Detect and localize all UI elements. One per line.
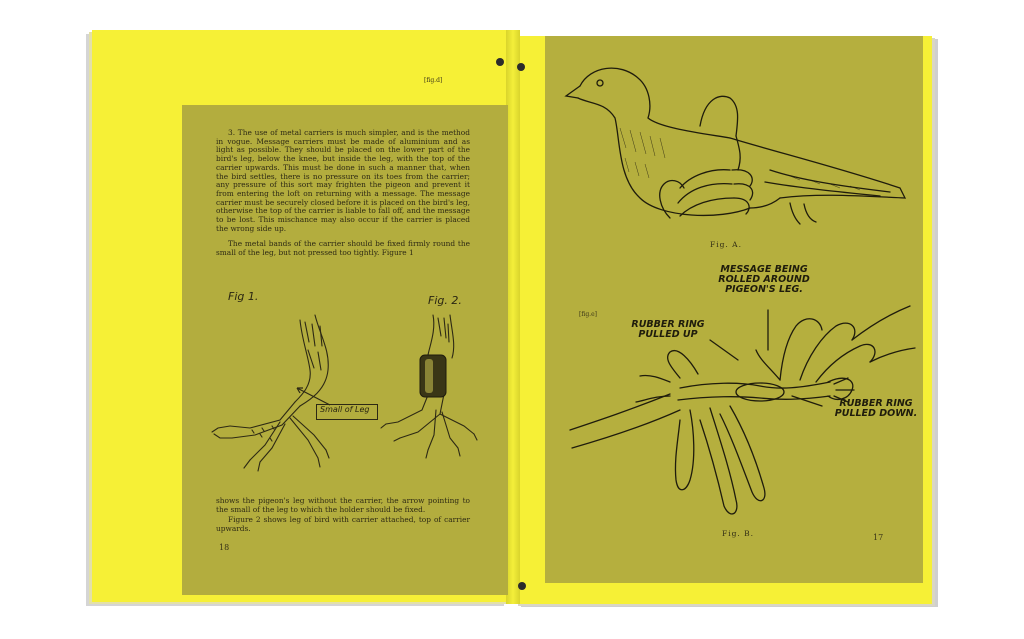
page-number-right: 17 [873, 533, 884, 542]
paragraph-bands: The metal bands of the carrier should be fixed firmly round the small of the leg, but not pressed too tightly. Figure 1 [216, 239, 470, 257]
fig-b-caption: Fig. B. [722, 529, 755, 538]
page-number-left: 18 [219, 543, 230, 552]
small-of-leg-callout: Small of Leg [320, 405, 370, 414]
binding-hole [517, 63, 525, 71]
arrow-icon [285, 360, 335, 410]
fig-a-caption: Fig. A. [710, 240, 742, 249]
book-gutter [506, 30, 520, 604]
rubber-ring-down-label: RUBBER RING PULLED DOWN. [834, 398, 918, 419]
figure-reference-tag: [fig.d] [424, 77, 443, 84]
rubber-ring-up-label: RUBBER RING PULLED UP [631, 319, 705, 340]
fig-b-tag: [fig.e] [579, 311, 597, 318]
leg-with-carrier-illustration [378, 310, 478, 470]
message-rolled-label: MESSAGE BEING ROLLED AROUND PIGEON'S LEG. [718, 264, 810, 295]
fig1-label: Fig 1. [228, 290, 259, 303]
binding-hole [496, 58, 504, 66]
binding-hole [518, 582, 526, 590]
hands-attaching-message-illustration [560, 270, 920, 530]
paragraph-figure1: shows the pigeon's leg without the carrier, the arrow pointing to the small of the leg to which the holder should be fixed. [216, 496, 470, 514]
paragraph-figure2: Figure 2 shows leg of bird with carrier attached, top of carrier upwards. [216, 515, 470, 533]
pigeon-in-hand-illustration [560, 58, 920, 240]
fig2-label: Fig. 2. [428, 294, 462, 307]
paragraph-carriers: 3. The use of metal carriers is much simpler, and is the method in vogue. Message carriers must be made of aluminium and as light as possible. They should be placed on the lower part of the bird's leg, below the knee, but inside the leg, with the top of the carrier upwards. This must be done in such a manner that, when the bird settles, there is no pressure on its toes from the carrier; any pressure of this sort may frighten the pigeon and prevent it from entering the loft on returning with a message. The message carrier must be securely closed before it is placed on the bird's leg, otherwise the top of the carrier is liable to fall off, and the message to be lost. This mischance may also occur if the carrier is placed the wrong side up. [216, 128, 470, 233]
